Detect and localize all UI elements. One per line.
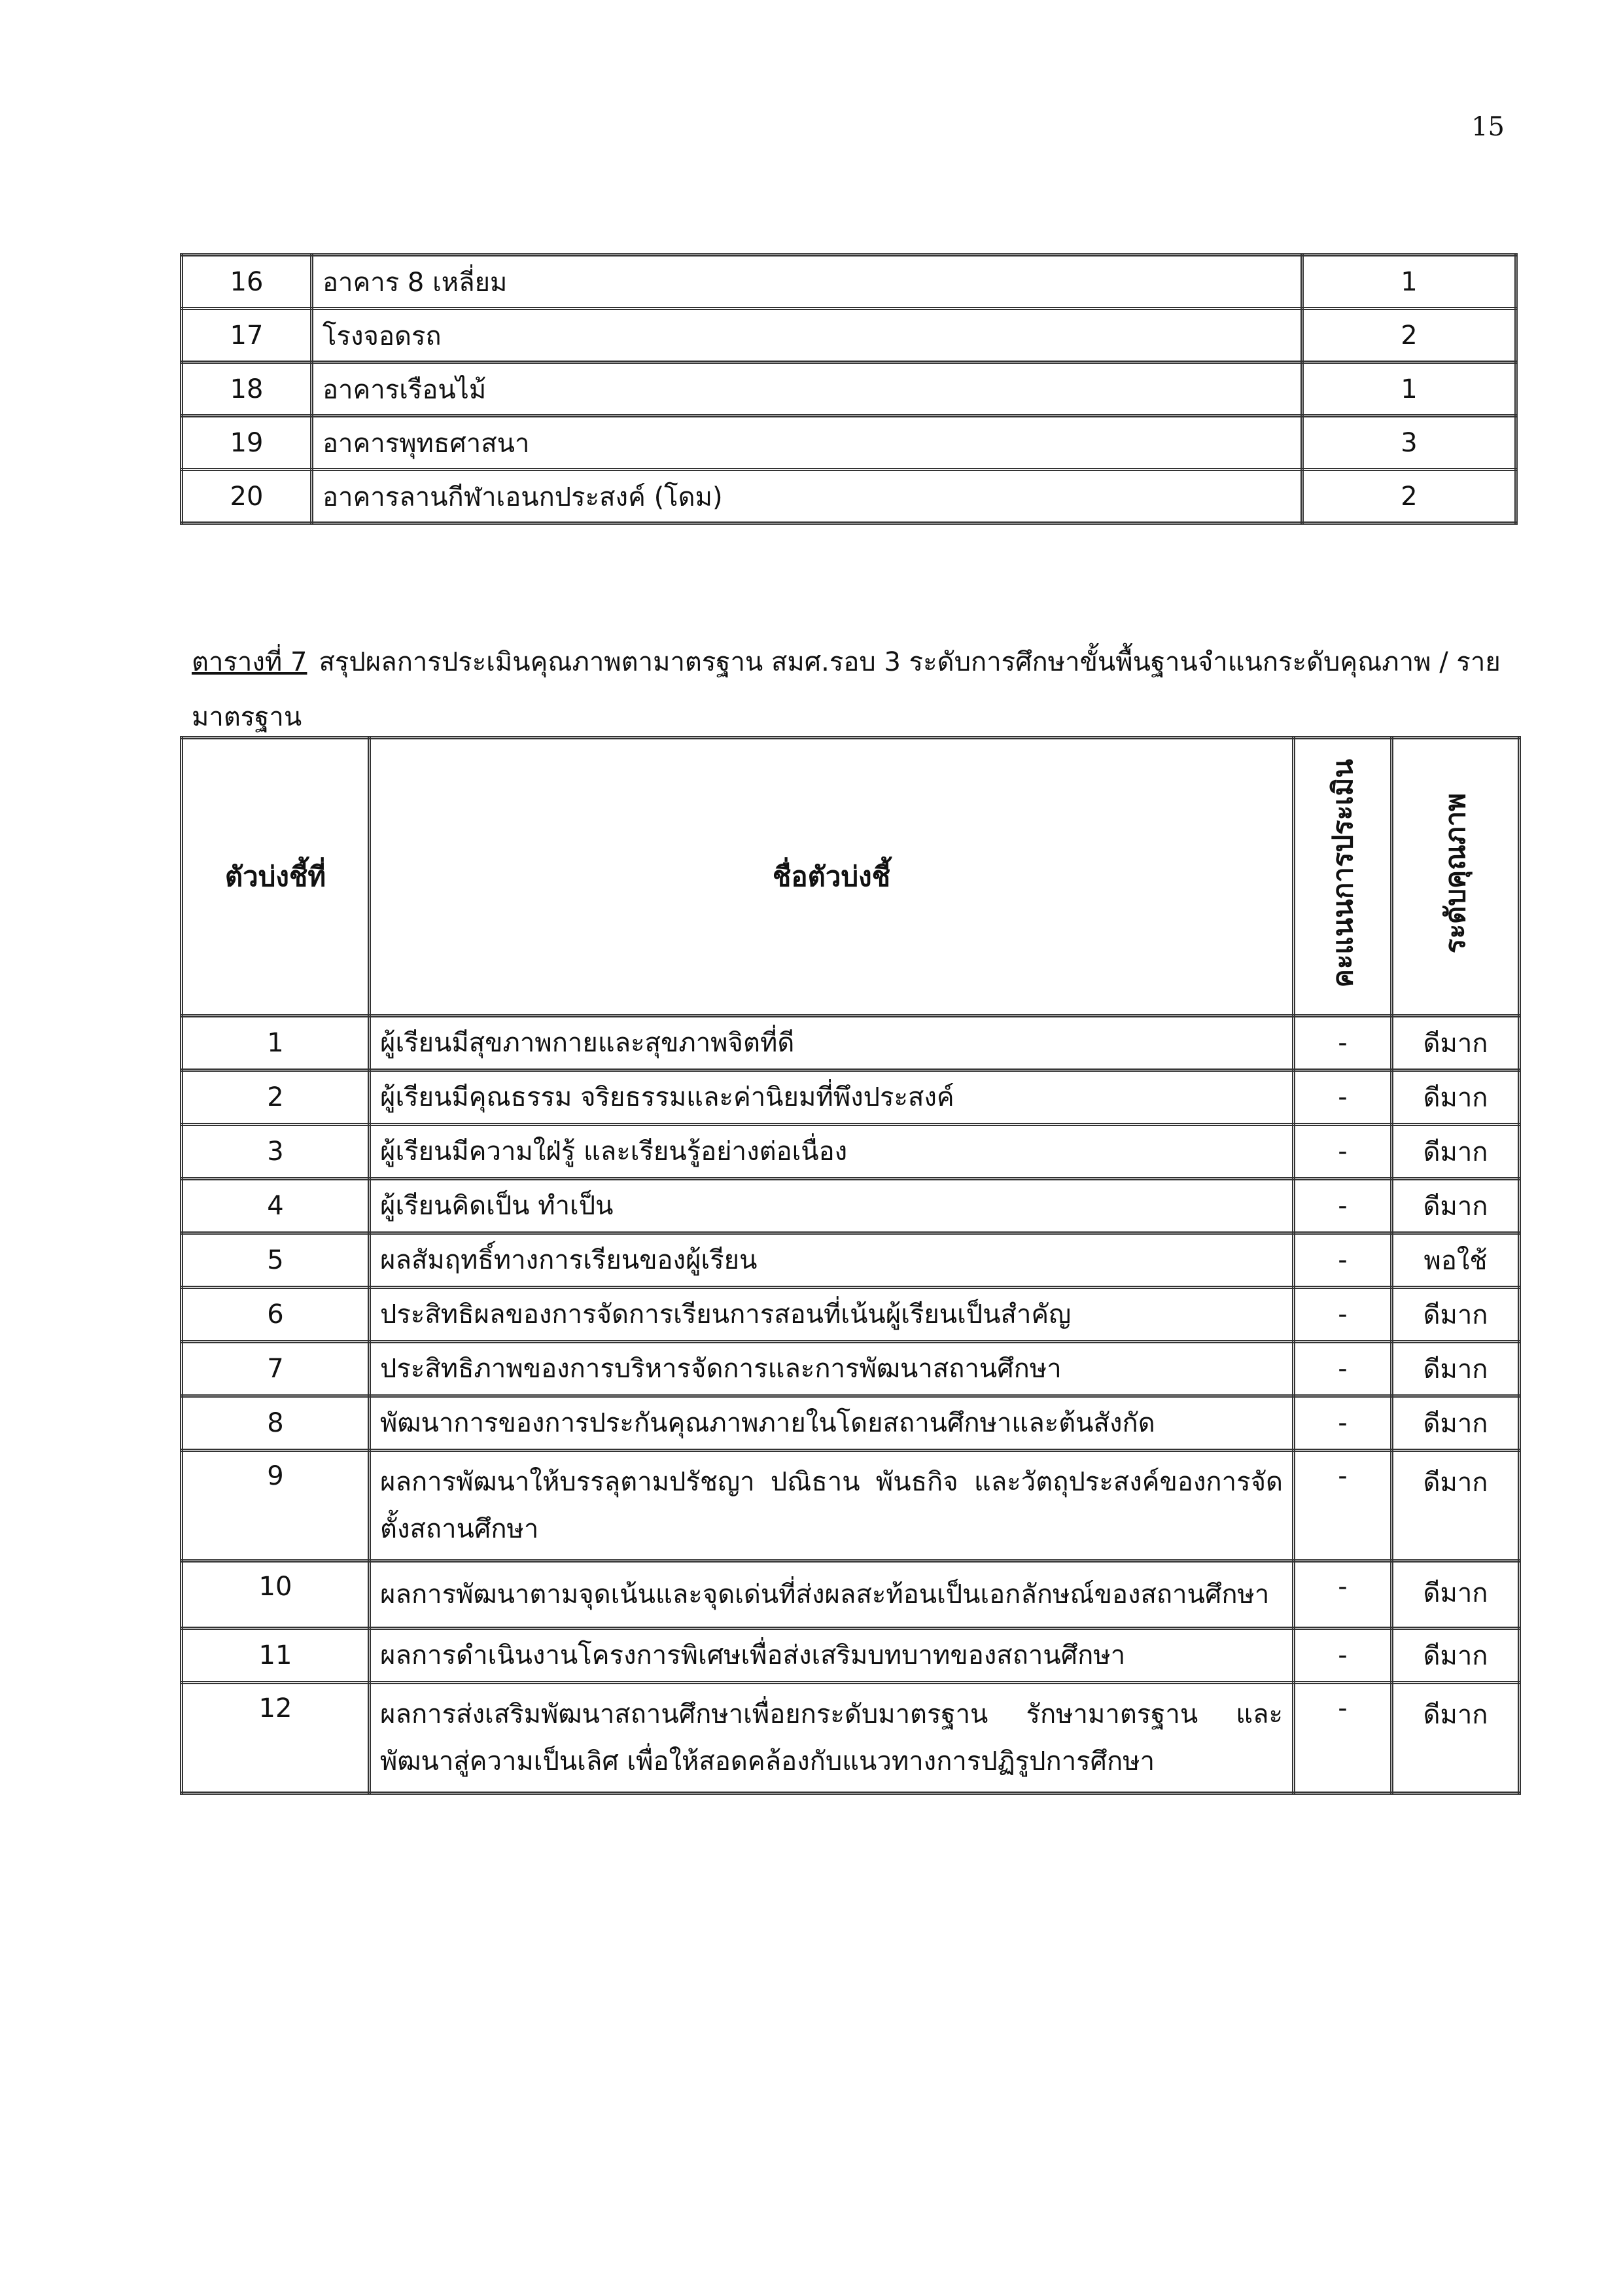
indicator-number: 12	[182, 1683, 370, 1793]
indicator-score: -	[1294, 1342, 1392, 1396]
indicator-name: ผลการส่งเสริมพัฒนาสถานศึกษาเพื่อยกระดับมาตรฐาน รักษามาตรฐาน และพัฒนาสู่ความเป็นเลิศ เพื่อให้สอดคล้องกับแนวทางการปฏิรูปการศึกษา	[370, 1683, 1294, 1793]
indicator-level: ดีมาก	[1392, 1342, 1520, 1396]
table-row	[182, 1016, 1520, 1070]
table-row	[182, 1125, 1520, 1179]
page-number: 15	[1471, 112, 1505, 142]
indicator-number: 5	[182, 1233, 370, 1288]
table-row	[182, 1629, 1520, 1683]
table-row	[182, 1342, 1520, 1396]
building-name: อาคารพุทธศาสนา	[312, 416, 1302, 470]
indicator-number: 3	[182, 1125, 370, 1179]
row-number: 16	[182, 255, 312, 309]
indicator-level: ดีมาก	[1392, 1070, 1520, 1125]
indicator-name: ผู้เรียนมีความใฝ่รู้ และเรียนรู้อย่างต่อเนื่อง	[370, 1125, 1294, 1179]
indicator-score: -	[1294, 1125, 1392, 1179]
indicator-score: -	[1294, 1561, 1392, 1629]
indicator-name: ผลสัมฤทธิ์ทางการเรียนของผู้เรียน	[370, 1233, 1294, 1288]
indicator-name: ผู้เรียนคิดเป็น ทำเป็น	[370, 1179, 1294, 1233]
indicator-name: ประสิทธิผลของการจัดการเรียนการสอนที่เน้นผู้เรียนเป็นสำคัญ	[370, 1288, 1294, 1342]
indicator-score: -	[1294, 1288, 1392, 1342]
building-quantity: 2	[1302, 309, 1516, 362]
row-number: 17	[182, 309, 312, 362]
indicator-level: ดีมาก	[1392, 1125, 1520, 1179]
indicator-level: ดีมาก	[1392, 1016, 1520, 1070]
building-name: โรงจอดรถ	[312, 309, 1302, 362]
table-row	[182, 309, 1516, 362]
table-row	[182, 1396, 1520, 1451]
indicator-number: 10	[182, 1561, 370, 1629]
indicator-name: ประสิทธิภาพของการบริหารจัดการและการพัฒนาสถานศึกษา	[370, 1342, 1294, 1396]
indicator-number: 6	[182, 1288, 370, 1342]
indicator-level: ดีมาก	[1392, 1396, 1520, 1451]
header-row	[182, 738, 1520, 1016]
building-quantity: 1	[1302, 255, 1516, 309]
indicator-number: 9	[182, 1451, 370, 1561]
table-caption	[192, 635, 1513, 745]
indicator-score: -	[1294, 1070, 1392, 1125]
building-quantity: 1	[1302, 362, 1516, 416]
indicator-level: ดีมาก	[1392, 1451, 1520, 1561]
indicator-score: -	[1294, 1233, 1392, 1288]
table-row	[182, 1451, 1520, 1561]
indicator-level: พอใช้	[1392, 1233, 1520, 1288]
indicator-score: -	[1294, 1396, 1392, 1451]
header-indicator-name: ชื่อตัวบ่งชี้	[370, 738, 1294, 1016]
indicator-score: -	[1294, 1451, 1392, 1561]
header-level-text: ระดับคุณภาพ	[1439, 793, 1471, 954]
building-quantity: 3	[1302, 416, 1516, 470]
indicator-level: ดีมาก	[1392, 1288, 1520, 1342]
indicator-name: ผู้เรียนมีสุขภาพกายและสุขภาพจิตที่ดี	[370, 1016, 1294, 1070]
indicator-name: ผลการดำเนินงานโครงการพิเศษเพื่อส่งเสริมบทบาทของสถานศึกษา	[370, 1629, 1294, 1683]
header-score	[1294, 738, 1392, 1016]
indicator-name: ผลการพัฒนาตามจุดเน้นและจุดเด่นที่ส่งผลสะท้อนเป็นเอกลักษณ์ของสถานศึกษา	[370, 1561, 1294, 1629]
indicator-number: 7	[182, 1342, 370, 1396]
indicator-score: -	[1294, 1016, 1392, 1070]
table-row	[182, 255, 1516, 309]
table-row	[182, 362, 1516, 416]
indicator-score: -	[1294, 1179, 1392, 1233]
row-number: 18	[182, 362, 312, 416]
table-row	[182, 1070, 1520, 1125]
indicator-level: ดีมาก	[1392, 1561, 1520, 1629]
building-name: อาคารเรือนไม้	[312, 362, 1302, 416]
indicator-score: -	[1294, 1683, 1392, 1793]
caption-text: สรุปผลการประเมินคุณภาพตามาตรฐาน สมศ.รอบ 3 ระดับการศึกษาขั้นพื้นฐานจำแนกระดับคุณภาพ / รายมาตรฐาน	[192, 647, 1501, 732]
table-row	[182, 1683, 1520, 1793]
row-number: 19	[182, 416, 312, 470]
building-quantity: 2	[1302, 470, 1516, 523]
indicator-level: ดีมาก	[1392, 1179, 1520, 1233]
indicator-level: ดีมาก	[1392, 1683, 1520, 1793]
table-row	[182, 416, 1516, 470]
indicator-number: 1	[182, 1016, 370, 1070]
table-row	[182, 1233, 1520, 1288]
caption-label: ตารางที่ 7	[192, 647, 307, 677]
assessment-table	[180, 736, 1521, 1795]
table-row	[182, 1561, 1520, 1629]
building-name: อาคาร 8 เหลี่ยม	[312, 255, 1302, 309]
building-name: อาคารลานกีฬาเอนกประสงค์ (โดม)	[312, 470, 1302, 523]
indicator-name: ผู้เรียนมีคุณธรรม จริยธรรมและค่านิยมที่พึงประสงค์	[370, 1070, 1294, 1125]
header-level	[1392, 738, 1520, 1016]
header-indicator-number: ตัวบ่งชี้ที่	[182, 738, 370, 1016]
indicator-number: 4	[182, 1179, 370, 1233]
indicator-name: พัฒนาการของการประกันคุณภาพภายในโดยสถานศึกษาและต้นสังกัด	[370, 1396, 1294, 1451]
indicator-number: 11	[182, 1629, 370, 1683]
indicator-level: ดีมาก	[1392, 1629, 1520, 1683]
indicator-number: 8	[182, 1396, 370, 1451]
indicator-name: ผลการพัฒนาให้บรรลุตามปรัชญา ปณิธาน พันธกิจ และวัตถุประสงค์ของการจัดตั้งสถานศึกษา	[370, 1451, 1294, 1561]
indicator-score: -	[1294, 1629, 1392, 1683]
table-row	[182, 1179, 1520, 1233]
header-score-text: คะแนนการประเมิน	[1326, 759, 1359, 988]
row-number: 20	[182, 470, 312, 523]
buildings-table	[180, 253, 1518, 525]
table-row	[182, 470, 1516, 523]
table-row	[182, 1288, 1520, 1342]
indicator-number: 2	[182, 1070, 370, 1125]
